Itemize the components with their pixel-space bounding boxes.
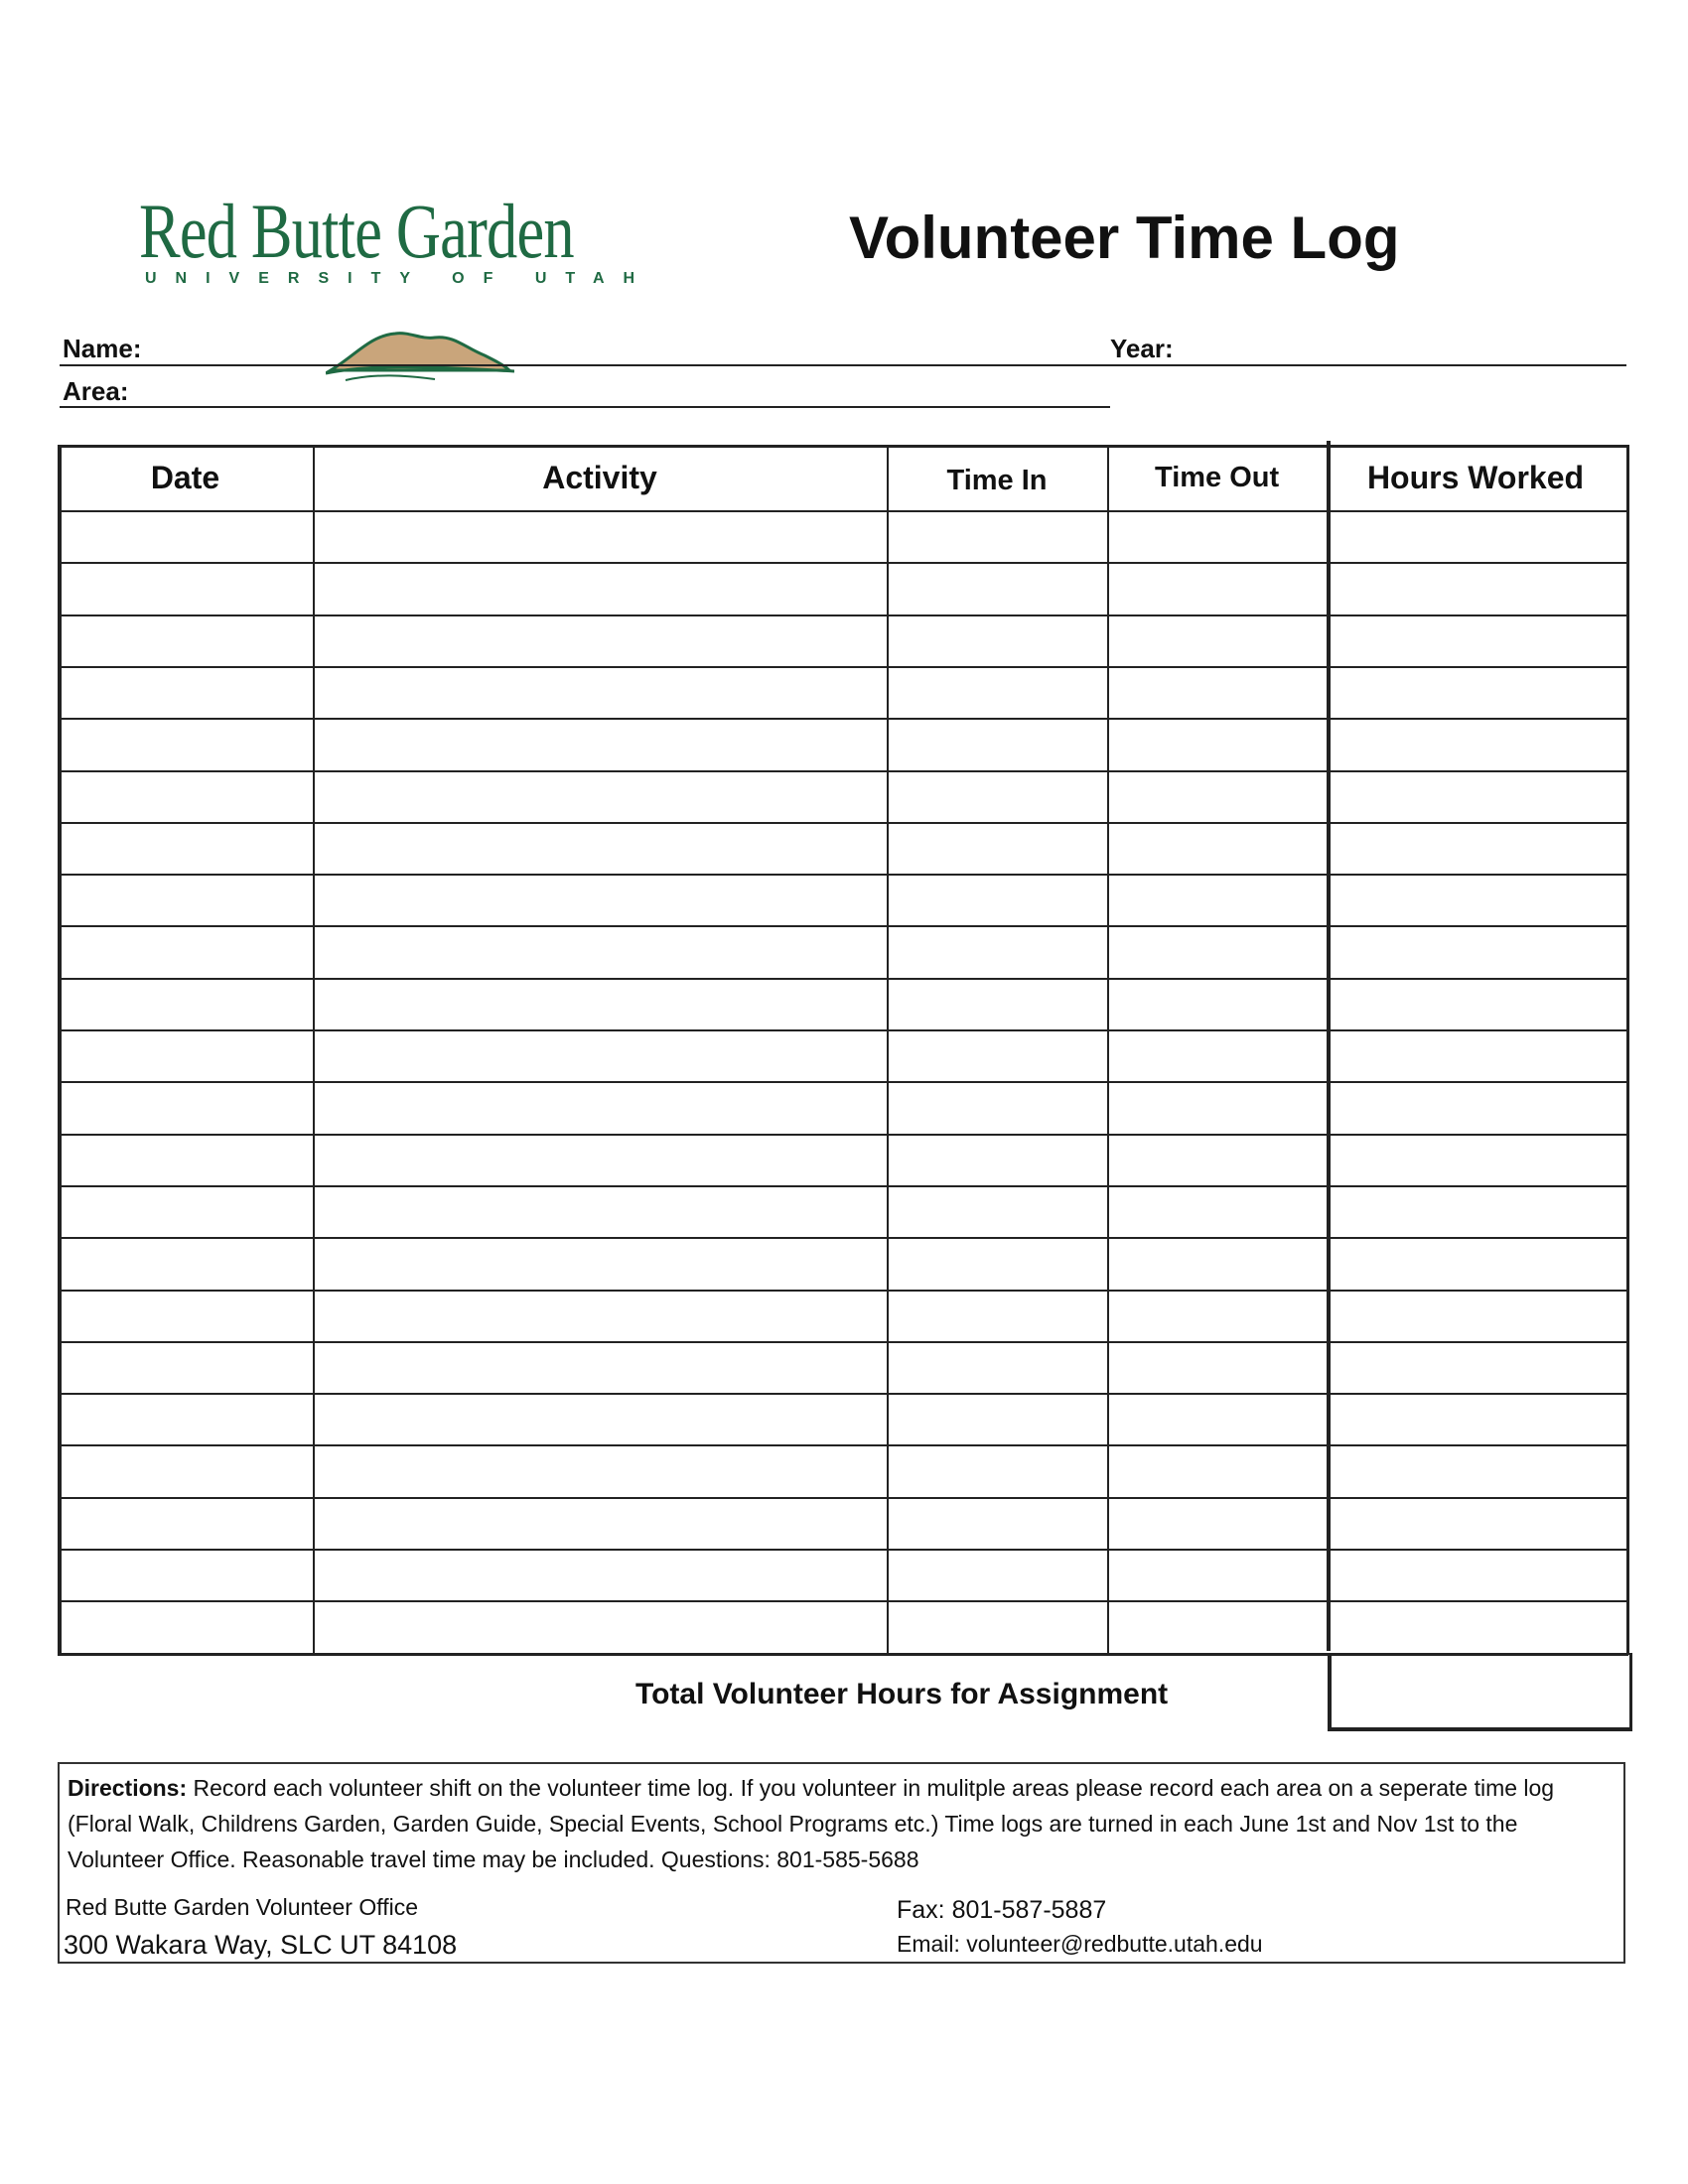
cell-activity[interactable] bbox=[316, 824, 885, 873]
cell-time-out[interactable] bbox=[1110, 1343, 1325, 1392]
cell-hours-worked[interactable] bbox=[1330, 1031, 1624, 1080]
cell-time-in[interactable] bbox=[890, 1395, 1105, 1443]
page-title: Volunteer Time Log bbox=[849, 205, 1400, 271]
table-column-line bbox=[1107, 445, 1109, 1655]
cell-hours-worked[interactable] bbox=[1330, 876, 1624, 924]
cell-time-in[interactable] bbox=[890, 1602, 1105, 1651]
cell-time-in[interactable] bbox=[890, 616, 1105, 665]
cell-time-out[interactable] bbox=[1110, 927, 1325, 976]
cell-time-in[interactable] bbox=[890, 1239, 1105, 1288]
time-log-table bbox=[58, 445, 1628, 1653]
name-year-line[interactable] bbox=[60, 364, 1626, 366]
table-column-line bbox=[1626, 445, 1629, 1655]
cell-time-out[interactable] bbox=[1110, 824, 1325, 873]
cell-activity[interactable] bbox=[316, 980, 885, 1028]
office-address: 300 Wakara Way, SLC UT 84108 bbox=[64, 1930, 458, 1960]
cell-hours-worked[interactable] bbox=[1330, 772, 1624, 821]
cell-time-in[interactable] bbox=[890, 1083, 1105, 1132]
cell-time-out[interactable] bbox=[1110, 1551, 1325, 1599]
column-header-time-out: Time Out bbox=[1155, 461, 1280, 493]
cell-date[interactable] bbox=[61, 564, 311, 613]
total-hours-label: Total Volunteer Hours for Assignment bbox=[635, 1678, 1169, 1710]
cell-time-out[interactable] bbox=[1110, 1602, 1325, 1651]
cell-date[interactable] bbox=[61, 1499, 311, 1548]
cell-time-out[interactable] bbox=[1110, 512, 1325, 561]
cell-hours-worked[interactable] bbox=[1330, 1187, 1624, 1236]
cell-activity[interactable] bbox=[316, 1239, 885, 1288]
directions-text bbox=[68, 1770, 1617, 1877]
cell-time-in[interactable] bbox=[890, 512, 1105, 561]
cell-activity[interactable] bbox=[316, 1136, 885, 1184]
cell-time-out[interactable] bbox=[1110, 1187, 1325, 1236]
cell-time-out[interactable] bbox=[1110, 1395, 1325, 1443]
cell-hours-worked[interactable] bbox=[1330, 668, 1624, 717]
cell-date[interactable] bbox=[61, 720, 311, 768]
area-label: Area: bbox=[63, 376, 129, 406]
column-header-date: Date bbox=[150, 459, 220, 495]
cell-time-out[interactable] bbox=[1110, 772, 1325, 821]
cell-time-out[interactable] bbox=[1110, 1136, 1325, 1184]
table-column-line bbox=[887, 445, 889, 1655]
cell-date[interactable] bbox=[61, 772, 311, 821]
cell-hours-worked[interactable] bbox=[1330, 1292, 1624, 1340]
cell-hours-worked[interactable] bbox=[1330, 1395, 1624, 1443]
cell-date[interactable] bbox=[61, 1446, 311, 1495]
cell-time-out[interactable] bbox=[1110, 1031, 1325, 1080]
cell-activity[interactable] bbox=[316, 720, 885, 768]
cell-time-out[interactable] bbox=[1110, 720, 1325, 768]
cell-time-in[interactable] bbox=[890, 668, 1105, 717]
cell-date[interactable] bbox=[61, 512, 311, 561]
cell-date[interactable] bbox=[61, 1239, 311, 1288]
cell-activity[interactable] bbox=[316, 1551, 885, 1599]
cell-date[interactable] bbox=[61, 1395, 311, 1443]
cell-activity[interactable] bbox=[316, 876, 885, 924]
cell-date[interactable] bbox=[61, 1136, 311, 1184]
cell-hours-worked[interactable] bbox=[1330, 824, 1624, 873]
cell-time-in[interactable] bbox=[890, 1187, 1105, 1236]
cell-time-out[interactable] bbox=[1110, 668, 1325, 717]
column-header-hours-worked: Hours Worked bbox=[1366, 459, 1585, 495]
cell-activity[interactable] bbox=[316, 564, 885, 613]
cell-activity[interactable] bbox=[316, 1187, 885, 1236]
cell-time-out[interactable] bbox=[1110, 1292, 1325, 1340]
cell-hours-worked[interactable] bbox=[1330, 1446, 1624, 1495]
cell-date[interactable] bbox=[61, 1602, 311, 1651]
cell-time-in[interactable] bbox=[890, 1136, 1105, 1184]
cell-activity[interactable] bbox=[316, 1083, 885, 1132]
cell-date[interactable] bbox=[61, 1292, 311, 1340]
cell-time-in[interactable] bbox=[890, 1292, 1105, 1340]
directions-box bbox=[58, 1762, 1625, 1964]
cell-time-in[interactable] bbox=[890, 1446, 1105, 1495]
office-name: Red Butte Garden Volunteer Office bbox=[66, 1894, 419, 1920]
cell-hours-worked[interactable] bbox=[1330, 616, 1624, 665]
cell-hours-worked[interactable] bbox=[1330, 1499, 1624, 1548]
cell-activity[interactable] bbox=[316, 1395, 885, 1443]
cell-time-in[interactable] bbox=[890, 1031, 1105, 1080]
email-address: Email: volunteer@redbutte.utah.edu bbox=[897, 1931, 1263, 1957]
cell-time-out[interactable] bbox=[1110, 1083, 1325, 1132]
cell-time-in[interactable] bbox=[890, 564, 1105, 613]
mountain-logo-icon bbox=[326, 326, 514, 385]
cell-activity[interactable] bbox=[316, 1343, 885, 1392]
cell-time-out[interactable] bbox=[1110, 1446, 1325, 1495]
cell-time-out[interactable] bbox=[1110, 1239, 1325, 1288]
cell-hours-worked[interactable] bbox=[1330, 1239, 1624, 1288]
cell-date[interactable] bbox=[61, 824, 311, 873]
cell-date[interactable] bbox=[61, 1343, 311, 1392]
cell-activity[interactable] bbox=[316, 1292, 885, 1340]
name-label: Name: bbox=[63, 334, 142, 363]
cell-time-out[interactable] bbox=[1110, 616, 1325, 665]
cell-activity[interactable] bbox=[316, 1499, 885, 1548]
cell-hours-worked[interactable] bbox=[1330, 1083, 1624, 1132]
cell-date[interactable] bbox=[61, 980, 311, 1028]
cell-time-in[interactable] bbox=[890, 876, 1105, 924]
directions-body: Record each volunteer shift on the volunteer time log. If you volunteer in mulitple areas please record each area on a seperate time log (Floral Walk, Childrens Garden, Garden Guide, Special Events, School Programs etc.) Time logs are turned in each June 1st and Nov 1st to the Volunteer Office. Reasonable travel time may be included. Questions: 801-585-5688 bbox=[68, 1775, 1555, 1872]
cell-activity[interactable] bbox=[316, 1031, 885, 1080]
cell-activity[interactable] bbox=[316, 927, 885, 976]
cell-time-in[interactable] bbox=[890, 927, 1105, 976]
cell-activity[interactable] bbox=[316, 512, 885, 561]
cell-hours-worked[interactable] bbox=[1330, 720, 1624, 768]
column-header-time-in: Time In bbox=[946, 464, 1048, 496]
cell-hours-worked[interactable] bbox=[1330, 927, 1624, 976]
cell-time-out[interactable] bbox=[1110, 980, 1325, 1028]
cell-date[interactable] bbox=[61, 668, 311, 717]
cell-date[interactable] bbox=[61, 1187, 311, 1236]
area-line[interactable] bbox=[60, 406, 1110, 408]
table-column-line bbox=[313, 445, 315, 1655]
logo-brand-text: Red Butte Garden bbox=[139, 188, 574, 274]
logo bbox=[139, 187, 654, 385]
cell-time-out[interactable] bbox=[1110, 564, 1325, 613]
cell-hours-worked[interactable] bbox=[1330, 512, 1624, 561]
cell-time-in[interactable] bbox=[890, 824, 1105, 873]
fax-number: Fax: 801-587-5887 bbox=[897, 1896, 1107, 1924]
cell-time-in[interactable] bbox=[890, 1499, 1105, 1548]
total-hours-field[interactable] bbox=[1328, 1653, 1632, 1731]
cell-activity[interactable] bbox=[316, 772, 885, 821]
cell-time-in[interactable] bbox=[890, 1551, 1105, 1599]
cell-activity[interactable] bbox=[316, 668, 885, 717]
cell-hours-worked[interactable] bbox=[1330, 564, 1624, 613]
directions-heading: Directions: bbox=[68, 1775, 188, 1801]
year-label: Year: bbox=[1110, 334, 1174, 363]
cell-date[interactable] bbox=[61, 1031, 311, 1080]
cell-hours-worked[interactable] bbox=[1330, 1136, 1624, 1184]
cell-date[interactable] bbox=[61, 1083, 311, 1132]
cell-hours-worked[interactable] bbox=[1330, 1602, 1624, 1651]
cell-date[interactable] bbox=[61, 616, 311, 665]
column-header-activity: Activity bbox=[542, 459, 657, 495]
cell-time-in[interactable] bbox=[890, 980, 1105, 1028]
cell-date[interactable] bbox=[61, 1551, 311, 1599]
cell-activity[interactable] bbox=[316, 1602, 885, 1651]
cell-time-out[interactable] bbox=[1110, 1499, 1325, 1548]
cell-hours-worked[interactable] bbox=[1330, 1551, 1624, 1599]
cell-hours-worked[interactable] bbox=[1330, 1343, 1624, 1392]
cell-activity[interactable] bbox=[316, 616, 885, 665]
cell-date[interactable] bbox=[61, 876, 311, 924]
cell-time-in[interactable] bbox=[890, 720, 1105, 768]
cell-activity[interactable] bbox=[316, 1446, 885, 1495]
cell-date[interactable] bbox=[61, 927, 311, 976]
cell-time-out[interactable] bbox=[1110, 876, 1325, 924]
cell-time-in[interactable] bbox=[890, 1343, 1105, 1392]
cell-time-in[interactable] bbox=[890, 772, 1105, 821]
logo-subtitle: UNIVERSITY OF UTAH bbox=[145, 270, 654, 287]
cell-hours-worked[interactable] bbox=[1330, 980, 1624, 1028]
